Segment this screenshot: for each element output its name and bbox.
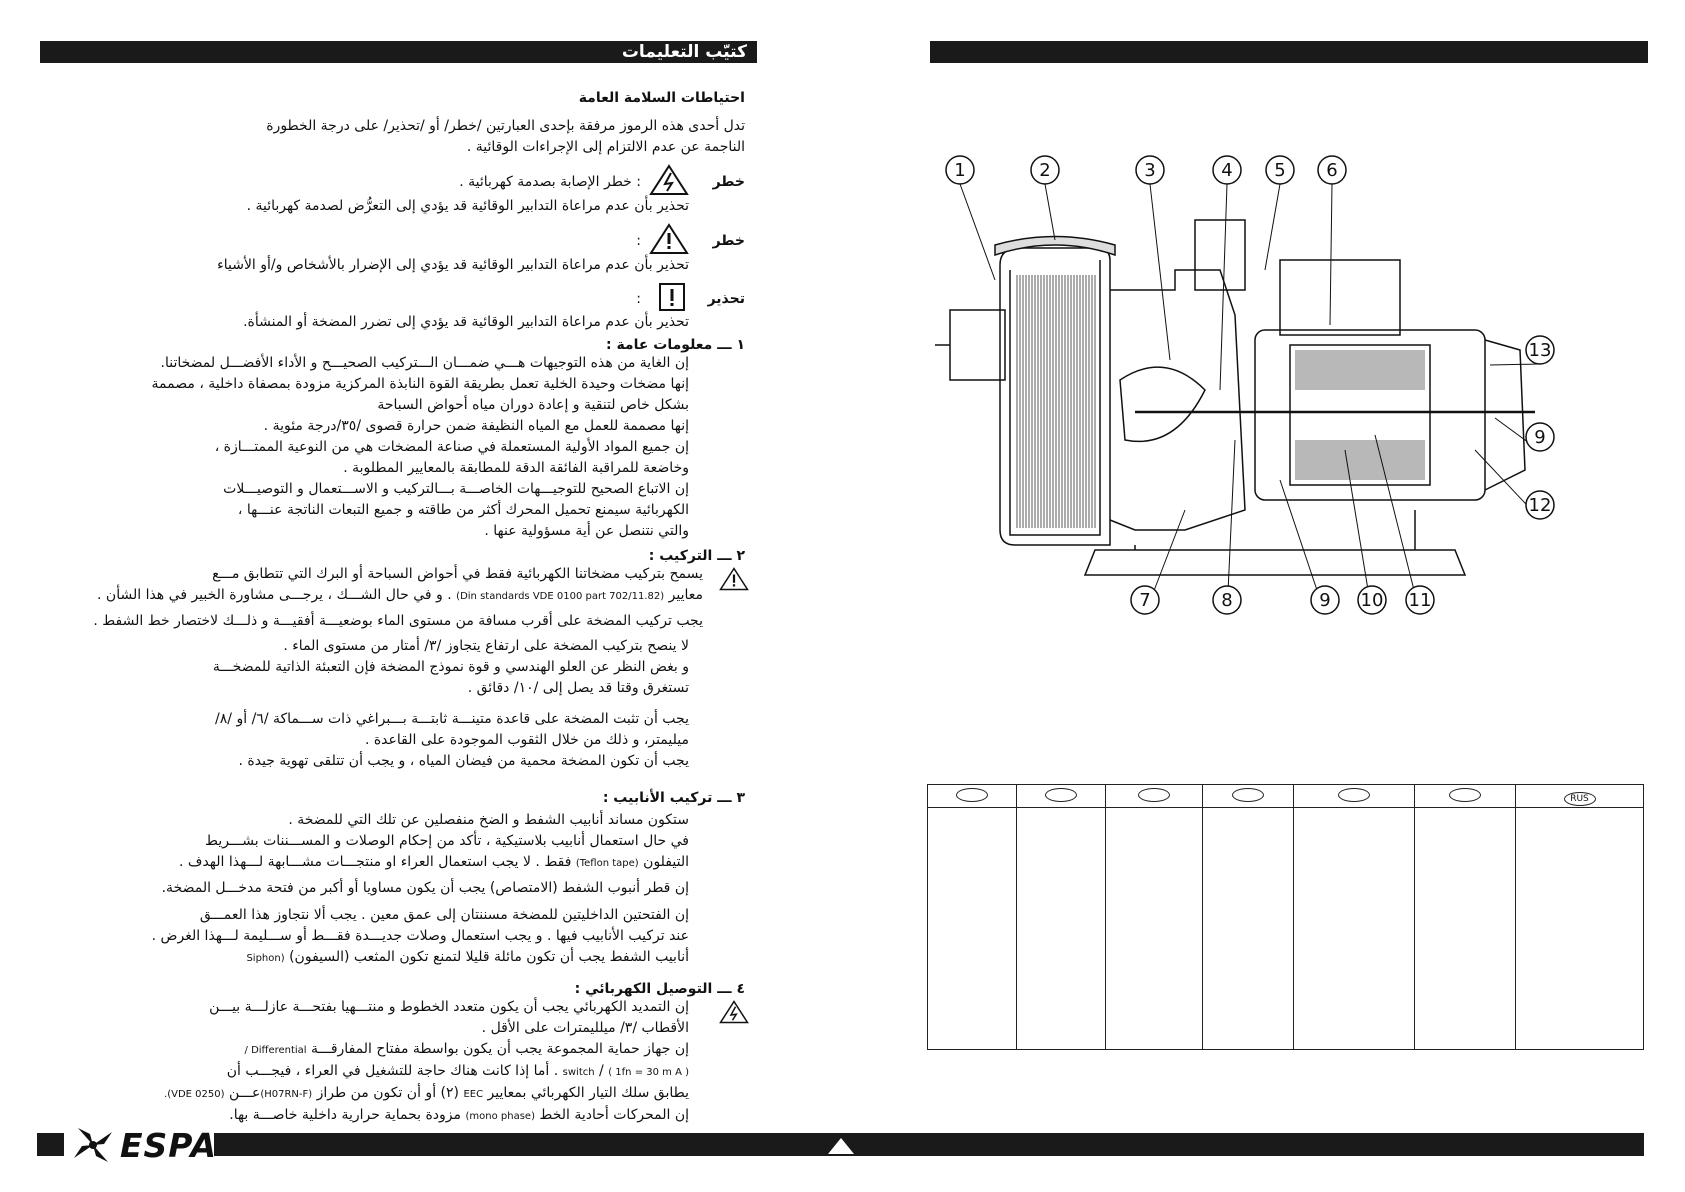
s4-line — [40, 1039, 689, 1061]
section-2-p2: يجب تركيب المضخة على أقرب مسافة من مستوى الماء بوضعيـــة أفقيـــة و ذلـــك لاختصار خط الشفط . — [93, 613, 703, 629]
left-header-bar — [40, 41, 757, 63]
safety-intro — [40, 116, 745, 158]
s1-line: الكهربائية سيمنع تحميل المحرك أكثر من طاقته و جميع التبعات الناتجة عنـــها ، — [237, 502, 689, 518]
instructions-page — [40, 90, 745, 1123]
lang-badge: RUS — [1564, 792, 1596, 806]
lang-header-cell — [1294, 785, 1415, 808]
siphon-note: (Siphon — [246, 953, 285, 964]
s1-line: إن جميع المواد الأولية المستعملة في صناعة المضخات هي من النوعية الممتـــازة ، — [214, 439, 689, 455]
lang-cell — [1106, 808, 1203, 1050]
s4-text: إن المحركات أحادية الخط — [539, 1107, 689, 1123]
section-3-p2: إن قطر أنبوب الشفط (الامتصاص) يجب أن يكون مساويا أو أكبر من فتحة مدخـــل المضخة. — [161, 880, 689, 896]
lang-badge — [1449, 788, 1481, 802]
eec-note: EEC — [463, 1089, 484, 1100]
callout-number: 10 — [1360, 590, 1384, 611]
callout-number: 13 — [1528, 340, 1552, 361]
s4-text: إن جهاز حماية المجموعة يجب أن يكون بواسطة مفتاح المفارقـــة — [311, 1041, 689, 1057]
s4-text: عـــن — [229, 1085, 261, 1101]
lang-header-cell — [1017, 785, 1106, 808]
s3-line: عند تركيب الأنابيب فيها . و يجب استعمال وصلات جديـــدة فقـــط أو ســـليمة لـــهذا الغرض . — [151, 928, 689, 944]
s2-text: . و في حال الشـــك ، يرجـــى مشاورة الخبير في هذا الشأن . — [97, 587, 452, 603]
s2-line: يجب أن تثبت المضخة على قاعدة متينـــة ثابتـــة بـــبراغي ذات ســـماكة /٦/ أو /٨/ — [215, 711, 689, 727]
s2-line: يسمح بتركيب مضخاتنا الكهربائية فقط في أحواض السباحة أو البرك التي تتطابق مـــع — [212, 566, 703, 582]
callout-number: 5 — [1274, 160, 1286, 181]
s4-text: . أما إذا كانت هناك حاجة للتشغيل في العراء ، فيجـــب أن — [226, 1063, 559, 1079]
exclamation-warning-icon — [649, 223, 689, 259]
s2-line: يجب أن تكون المضخة محمية من فيضان المياه ، و يجب أن تتلقى تهوية جيدة . — [238, 753, 689, 769]
intro-line: الناجمة عن عدم الالتزام إلى الإجراءات الوقائية . — [466, 139, 745, 155]
electric-warning-icon — [719, 999, 749, 1029]
page-marker-triangle-icon — [827, 1137, 855, 1155]
callout-number: 8 — [1221, 590, 1233, 611]
section-1-title: ١ ـــ معلومات عامة : — [605, 337, 745, 353]
lang-cell — [1203, 808, 1294, 1050]
footer-bar — [214, 1133, 1644, 1156]
espa-logo-icon — [70, 1124, 116, 1166]
teflon-note: (Teflon tape) — [575, 858, 639, 869]
din-standard: (Din standards VDE 0100 part 702/11.82) — [456, 591, 665, 602]
callout-leader — [1045, 184, 1055, 240]
lang-badge — [1232, 788, 1264, 802]
section-4-title: ٤ ـــ التوصيل الكهربائي : — [574, 981, 745, 997]
s1-line: إنها مصممة للعمل مع المياه النظيفة ضمن حرارة قصوى /٣٥/درجة مئوية . — [263, 418, 689, 434]
callout-number: 11 — [1408, 590, 1432, 611]
s4-text: مزودة بحماية حرارية داخلية خاصـــة بها. — [229, 1107, 462, 1123]
warning-electric — [40, 164, 745, 217]
lang-badge — [1338, 788, 1370, 802]
lang-cell — [1516, 808, 1644, 1050]
section-1-body — [40, 353, 689, 542]
warning-caution — [40, 282, 745, 333]
s4-line: الأقطاب /٣/ ميلليمترات على الأقل . — [481, 1020, 689, 1036]
section-3-title: ٣ ـــ تركيب الأنابيب : — [602, 790, 745, 806]
electric-warning-icon — [649, 164, 689, 200]
callout-number: 1 — [954, 160, 966, 181]
electric-warning-icon — [719, 566, 749, 596]
warning-label: تحذير — [707, 291, 745, 307]
exclamation-square-icon — [649, 282, 689, 316]
s2-line — [40, 585, 703, 607]
section-3-p1 — [40, 810, 689, 874]
right-header-bar — [930, 41, 1648, 63]
mono-phase-note: (mono phase) — [465, 1111, 535, 1122]
lang-badge — [1045, 788, 1077, 802]
lang-header-cell — [1203, 785, 1294, 808]
callout-number: 3 — [1144, 160, 1156, 181]
warning-heading: : — [636, 232, 641, 249]
callout-number: 9 — [1534, 427, 1546, 448]
safety-title: احتياطات السلامة العامة — [578, 90, 745, 106]
warning-text: تحذير بأن عدم مراعاة التدابير الوقائية قد يؤدي إلى الإضرار بالأشخاص و/أو الأشياء — [217, 257, 689, 273]
s3-line: ستكون مساند أنابيب الشفط و الضخ منفصلين عن تلك التي للمضخة . — [288, 812, 689, 828]
s3-text: التيفلون — [643, 854, 689, 870]
warning-text: تحذير بأن عدم مراعاة التدابير الوقائية قد يؤدي إلى التعرُّض لصدمة كهربائية . — [246, 198, 689, 214]
s2-line: و بغض النظر عن العلو الهندسي و قوة نموذج المضخة فإن التعبئة الذاتية للمضخـــة — [212, 659, 689, 675]
lang-cell — [1294, 808, 1415, 1050]
s3-text: أنابيب الشفط يجب أن تكون مائلة قليلا لتمنع تكون المثعب (السيفون) — [289, 949, 689, 965]
callout-leader — [960, 184, 995, 280]
section-3-p3 — [40, 905, 689, 969]
vde-note: (VDE 0250). — [164, 1089, 225, 1100]
s1-line: وخاضعة للمراقبة الفائقة الدقة للمطابقة بالمعايير المطلوبة . — [343, 460, 689, 476]
brand-name: ESPA — [120, 1125, 218, 1165]
section-2-p1 — [40, 564, 745, 607]
callout-leader — [1150, 184, 1170, 360]
s2-line: ميليمتر، و ذلك من خلال الثقوب الموجودة على القاعدة . — [364, 732, 689, 748]
warning-heading: : — [636, 290, 641, 307]
section-2-p3 — [40, 636, 689, 699]
lang-cell — [1415, 808, 1516, 1050]
differential-note: Differential / — [244, 1045, 307, 1056]
s4-text: يطابق سلك التيار الكهربائي بمعايير — [487, 1085, 689, 1101]
s1-line: إن الاتباع الصحيح للتوجيـــهات الخاصـــة بـــالتركيب و الاســـتعمال و التوصيـــلات — [223, 481, 689, 497]
s1-line: والتي نتنصل عن أية مسؤولية عنها . — [484, 523, 689, 539]
section-2-p4 — [40, 709, 689, 772]
section-2-title: ٢ ـــ التركيب : — [648, 548, 745, 564]
callout-number: 7 — [1139, 590, 1151, 611]
callout-number: 2 — [1039, 160, 1051, 181]
s1-line: إن الغاية من هذه التوجيهات هـــي ضمـــان الـــتركيب الصحيـــح و الأداء الأفضـــل لمضخاتنا. — [160, 355, 689, 371]
language-table — [927, 784, 1644, 1050]
current-note: ( 1fn = 30 m A ) — [608, 1067, 689, 1078]
switch-note: switch — [562, 1067, 595, 1078]
section-4-body — [40, 997, 745, 1127]
callout-number: 9 — [1319, 590, 1331, 611]
s2-text: معايير — [668, 587, 703, 603]
s2-line: تستغرق وقتا قد يصل إلى /١٠/ دقائق . — [467, 680, 689, 696]
espa-logo — [70, 1124, 217, 1166]
lang-header-cell — [1106, 785, 1203, 808]
s3-text: فقط . لا يجب استعمال العراء او منتجـــات مشـــابهة لـــهذا الهدف . — [179, 854, 572, 870]
warning-heading: : خطر الإصابة بصدمة كهربائية . — [459, 173, 641, 190]
lang-cell — [928, 808, 1017, 1050]
header-title: كتيّب التعليمات — [621, 42, 747, 62]
callout-leader — [1330, 184, 1332, 325]
lang-header-cell — [1415, 785, 1516, 808]
warning-general — [40, 223, 745, 276]
s4-text: (٢) أو أن تكون من طراز — [316, 1085, 459, 1101]
s2-line: لا ينصح بتركيب المضخة على ارتفاع يتجاوز /٣/ أمتار من مستوى الماء . — [283, 638, 689, 654]
callout-number: 4 — [1221, 160, 1233, 181]
lang-cell — [1017, 808, 1106, 1050]
s3-line — [40, 852, 689, 874]
footer-left-block — [37, 1133, 64, 1156]
s3-line: في حال استعمال أنابيب بلاستيكية ، تأكد من إحكام الوصلات و المســـننات بشـــريط — [205, 833, 689, 849]
callout-number: 6 — [1326, 160, 1338, 181]
s4-line: إن التمديد الكهربائي يجب أن يكون متعدد الخطوط و منتـــهيا بفتحـــة عازلـــة بيـــن — [209, 999, 689, 1015]
s1-line: إنها مضخات وحيدة الخلية تعمل بطريقة القوة النابذة المركزية مزودة بمصفاة داخلية ، مصممة — [151, 376, 689, 392]
s1-line: بشكل خاص لتنقية و إعادة دوران مياه أحواض السباحة — [377, 397, 689, 413]
warning-label: خطر — [712, 174, 745, 190]
intro-line: تدل أحدى هذه الرموز مرفقة بإحدى العبارتين /خطر/ أو /تحذير/ على درجة الخطورة — [266, 118, 745, 134]
lang-badge — [1138, 788, 1170, 802]
lang-header-cell — [928, 785, 1017, 808]
s3-line: إن الفتحتين الداخليتين للمضخة مسننتان إلى عمق معين . يجب ألا نتجاوز هذا العمـــق — [199, 907, 689, 923]
lang-badge — [956, 788, 988, 802]
warning-text: تحذير بأن عدم مراعاة التدابير الوقائية قد يؤدي إلى تضرر المضخة أو المنشأة. — [243, 314, 689, 330]
s4-line — [40, 1083, 689, 1105]
callout-leader — [1490, 364, 1540, 365]
s4-line: switch / ( 1fn = 30 m A ) . أما إذا كانت هناك حاجة للتشغيل في العراء ، فيجـــب أن — [226, 1063, 689, 1079]
lang-header-cell — [1516, 785, 1644, 808]
s3-line — [40, 947, 689, 969]
callout-number: 12 — [1528, 495, 1552, 516]
warning-label: خطر — [712, 233, 745, 249]
callout-leader — [1265, 184, 1280, 270]
pump-cross-section-diagram — [935, 150, 1595, 670]
cable-type-note: (H07RN-F) — [260, 1089, 313, 1100]
